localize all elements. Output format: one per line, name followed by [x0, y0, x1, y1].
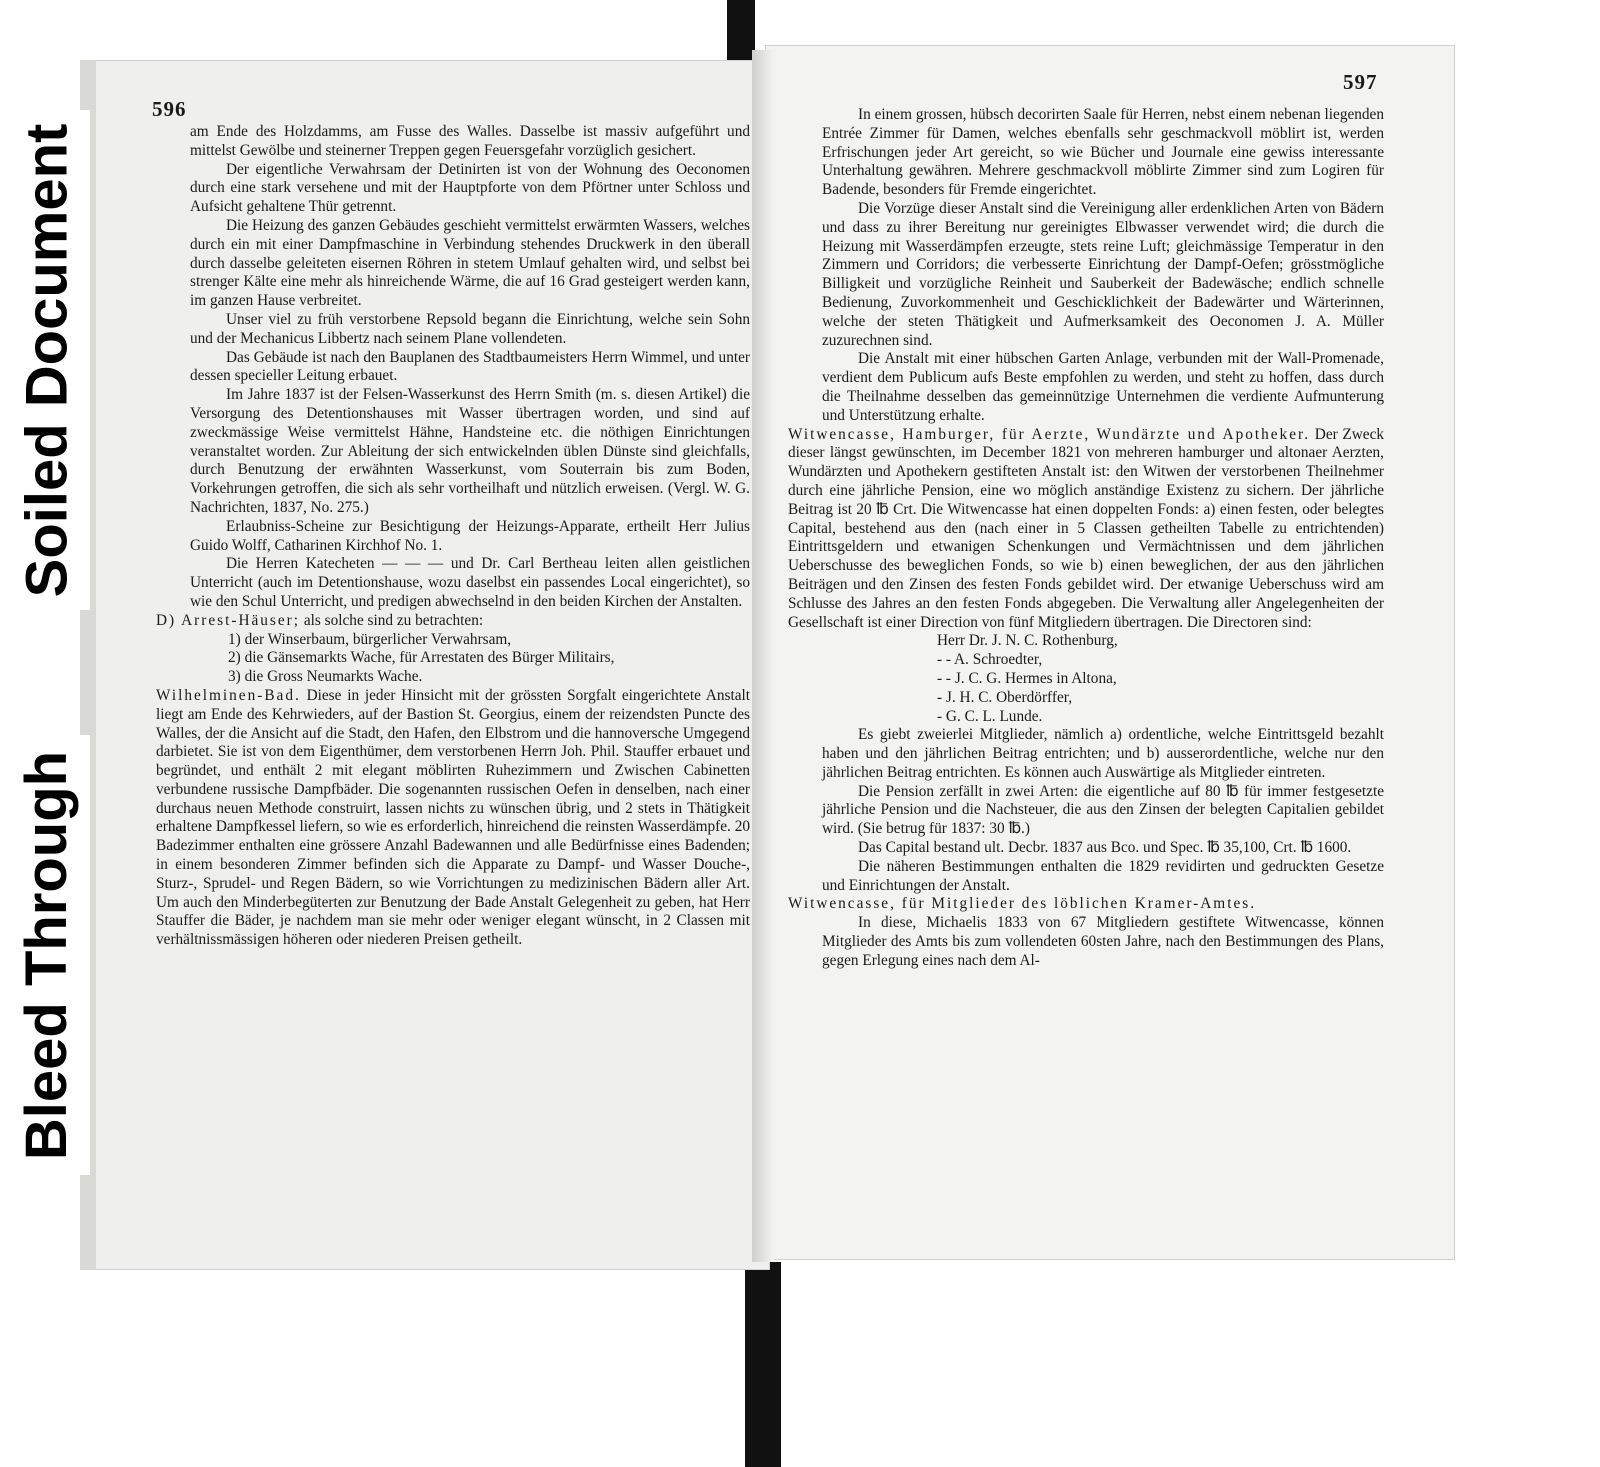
wilhelminen-bad-entry: [156, 687, 750, 950]
list-item: 3) die Gross Neumarkts Wache.: [228, 668, 423, 686]
paragraph: Das Gebäude ist nach den Bauplanen des Stadtbaumeisters Herrn Wimmel, und unter dessen specieller Leitung erbauet.: [190, 348, 750, 385]
entry-heading: Witwencasse, Hamburger, für Aerzte, Wundärzte und Apotheker.: [788, 425, 1311, 443]
book-spine-bottom: [745, 1262, 781, 1467]
list-item: - - J. C. G. Hermes in Altona,: [937, 669, 1117, 687]
left-page-text: [156, 123, 750, 950]
paragraph: Unser viel zu früh verstorbene Repsold begann die Einrichtung, welche sein Sohn und der Mechanicus Libbertz nach seinem Plane vollendeten.: [190, 310, 750, 347]
list-item: 1) der Winserbaum, bürgerlicher Verwahrsam,: [228, 630, 512, 648]
paragraph: Die näheren Bestimmungen enthalten die 1829 revidirten und gedruckten Gesetze und Einrichtungen der Anstalt.: [822, 857, 1384, 894]
arrest-section: [156, 612, 750, 631]
right-page-number: 597: [1343, 70, 1378, 94]
entry-heading: Witwencasse, für Mitglieder des löblichen Kramer-Amtes.: [788, 895, 1257, 913]
arrest-heading: D) Arrest-Häuser;: [156, 611, 301, 629]
right-page-text: [788, 106, 1385, 971]
list-item: - - A. Schroedter,: [937, 651, 1043, 669]
soiled-document-text: Soiled Document: [14, 123, 80, 597]
left-page-number: 596: [152, 97, 187, 121]
paragraph: Die Pension zerfällt in zwei Arten: die eigentliche auf 80 ℔ für immer festgesetzte jährliche Pension und die Nachsteuer, die aus den Zinsen der belegten Capitalien gebildet wird. (Sie betrug für 1837: 30 ℔.): [822, 782, 1384, 838]
gutter-shadow: [752, 50, 774, 1262]
paragraph: Der eigentliche Verwahrsam der Detinirten ist von der Wohnung des Oeconomen durch eine stark versehene und mit der Hauptpforte von dem Pförtner unter Schloss und Aufsicht gehaltene Thür getrennt.: [190, 160, 750, 216]
paragraph: In diese, Michaelis 1833 von 67 Mitgliedern gestiftete Witwencasse, können Mitglieder des Amts bis zum vollendeten 60sten Jahre, nach den Bestimmungen des Plans, gegen Erlegung eines nach dem Al-: [822, 914, 1384, 969]
witwencasse-kramer-entry: [788, 895, 1384, 914]
book-spine-top: [727, 0, 755, 60]
paragraph: am Ende des Holzdamms, am Fusse des Walles. Dasselbe ist massiv aufgeführt und mittelst Gewölbe und steinerner Treppen gegen Feuersgefahr vorzüglich gesichert.: [190, 123, 750, 159]
entry-text: Diese in jeder Hinsicht mit der grössten Sorgfalt eingerichtete Anstalt liegt am Ende des Kehrwieders, auf der Bastion St. Georgius, einem der reizendsten Puncte des Walles, der die Ansicht auf die Stadt, den Hafen, den Elbstrom und die hannoversche Umgegend darbietet. Sie ist von dem Eigenthümer, dem verstorbenen Herrn Joh. Phil. Stauffer erbauet und begründet, und enthält 2 mit elegant möblirten Ruhezimmern und Zwischen Cabinetten verbundene russische Dampfbäder. Die sogenannten russischen Oefen in denselben, nach einer durchaus neuen Methode construirt, lassen nichts zu wünschen übrig, und 2 stets in Thätigkeit erhaltene Dampfkessel liefern, so wie es erforderlich, hinreichend die reinsten Wasserdämpfe. 20 Badezimmer enthalten eine grössere Anzahl Badewannen und alle Bedürfnisse eines Badenden; in einem besonderen Zimmer befinden sich die Apparate zu Dampf- und Wasser Douche-, Sturz-, Sprudel- und Regen Bädern, so wie Vorrichtungen zu medizinischen Bädern aller Art. Um auch den Minderbegüterten zur Benutzung der Bade Anstalt Gelegenheit zu geben, hat Herr Stauffer die Bäder, je nachdem man sie mehr oder weniger elegant wünscht, in 2 Classen mit verhältnissmässigen höheren oder niederen Preisen getheilt.: [156, 686, 750, 949]
entry-heading: Wilhelminen-Bad.: [156, 686, 301, 704]
soiled-document-label: [4, 110, 90, 610]
directors-list: [822, 632, 1384, 726]
paragraph: Im Jahre 1837 ist der Felsen-Wasserkunst des Herrn Smith (m. s. diesen Artikel) die Versorgung des Detentionshauses mit Wasser übertragen worden, und sind auf zweckmässige Weise vermittelst Hähne, Handsteine etc. die nöthigen Einrichtungen veranstaltet worden. Zur Ableitung der sich entwickelnden üblen Dünste sind gleichfalls, durch Benutzung der erwähnten Wasserkunst, vom Souterrain bis zum Boden, Vorkehrungen getroffen, die sich als sehr vortheilhaft und nützlich erweisen. (Vergl. W. G. Nachrichten, 1837, No. 275.): [190, 386, 750, 516]
entry-text: Der Zweck dieser längst gewünschten, im December 1821 von mehreren hamburger und altonaer Aerzten, Wundärzten und Apothekern gestifteten Anstalt ist: den Witwen der verstorbenen Theilnehmer durch eine jährliche Pension, eine wo möglich anständige Existenz zu sichern. Der jährliche Beitrag ist 20 ℔ Crt. Die Witwencasse hat einen doppelten Fonds: a) einen festen, oder belegtes Capital, bestehend aus den (nach einer in 5 Classen getheilten Tabelle zu entrichtenden) Eintrittsgeldern und etwanigen Schenkungen und Vermächtnissen und dem jährlichen Ueberschusse des beweglichen Fonds, so wie b) einen beweglichen, der aus den jährlichen Beiträgen und den Zinsen des festen Fonds gebildet wird. Der etwanige Ueberschuss wird am Schlusse des Jahres an den festen Fonds abgegeben. Die Verwaltung aller Angelegenheiten der Gesellschaft ist einer Direction von fünf Mitgliedern übertragen. Die Directoren sind:: [788, 425, 1385, 631]
arrest-list: [190, 631, 750, 687]
list-item: - G. C. L. Lunde.: [937, 707, 1043, 725]
paragraph: In einem grossen, hübsch decorirten Saale für Herren, nebst einem nebenan liegenden Entrée Zimmer für Damen, welches ebenfalls sehr geschmackvoll möblirt ist, werden Erfrischungen jeder Art gereicht, so wie Bücher und Journale eine gewiss interessante Unterhaltung gewähren. Mehrere geschmackvoll möblirte Zimmer sind zum Logiren für Badende, besonders für Fremde eingerichtet.: [822, 106, 1384, 199]
paragraph: Die Herren Katecheten — — — und Dr. Carl Bertheau leiten allen geistlichen Unterricht (auch im Detentionshause, wozu daselbst ein passendes Local eingerichtet), so wie den Schul Unterricht, und predigen abwechselnd in den beiden Kirchen der Anstalten.: [190, 555, 750, 610]
list-item: Herr Dr. J. N. C. Rothenburg,: [937, 632, 1118, 650]
paragraph: Das Capital bestand ult. Decbr. 1837 aus Bco. und Spec. ℔ 35,100, Crt. ℔ 1600.: [858, 839, 1352, 857]
list-item: 2) die Gänsemarkts Wache, für Arrestaten des Bürger Militairs,: [228, 649, 615, 667]
list-item: - J. H. C. Oberdörffer,: [937, 688, 1073, 706]
bleed-through-label: [4, 735, 90, 1175]
paragraph: Erlaubniss-Scheine zur Besichtigung der Heizungs-Apparate, ertheilt Herr Julius Guido Wolff, Catharinen Kirchhof No. 1.: [190, 517, 750, 554]
paragraph: Die Anstalt mit einer hübschen Garten Anlage, verbunden mit der Wall-Promenade, verdient dem Publicum aufs Beste empfohlen zu werden, und steht zu hoffen, dass durch die Theilnahme desselben das gemeinnützige Unternehmen die verdiente Aufmunterung und Unterstützung erhalte.: [822, 350, 1384, 424]
paragraph: Die Heizung des ganzen Gebäudes geschieht vermittelst erwärmten Wassers, welches durch ein mit einer Dampfmaschine in Verbindung stehendes Druckwerk in den überall durch dasselbe geleiteten eisernen Röhren in stetem Umlauf gehalten wird, und selbst bei strenger Kälte eine mehr als hinreichende Wärme, die auf 16 Grad gesteigert werden kann, im ganzen Hause verbreitet.: [190, 216, 750, 310]
paragraph: Es giebt zweierlei Mitglieder, nämlich a) ordentliche, welche Eintrittsgeld bezahlt haben und den jährlichen Beitrag entrichten; und b) ausserordentliche, welche nur den jährlichen Beitrag entrichten. Es können auch Auswärtige als Mitglieder eintreten.: [822, 726, 1384, 781]
witwencasse-aerzte-entry: [788, 426, 1384, 633]
paragraph: Die Vorzüge dieser Anstalt sind die Vereinigung aller erdenklichen Arten von Bädern und dass zu ihrer Bereitung nur gereinigtes Elbwasser verwendet wird; die durch die Heizung mit Wasserdämpfen erzeugte, stets reine Luft; gleichmässige Temperatur in den Zimmern und Corridors; die verbesserte Einrichtung der Dampf-Oefen; grösstmögliche Billigkeit und vorzügliche Reinheit und Sauberkeit der Badewäsche; endlich schnelle Bedienung, Zuvorkommenheit und Geschicklichkeit der Badewärter und Wärterinnen, welche der steten Thätigkeit und Aufmerksamkeit des Oeconomen J. A. Müller zuzurechnen sind.: [822, 199, 1384, 349]
bleed-through-text: Bleed Through: [14, 750, 80, 1160]
arrest-intro: als solche sind zu betrachten:: [300, 611, 484, 629]
